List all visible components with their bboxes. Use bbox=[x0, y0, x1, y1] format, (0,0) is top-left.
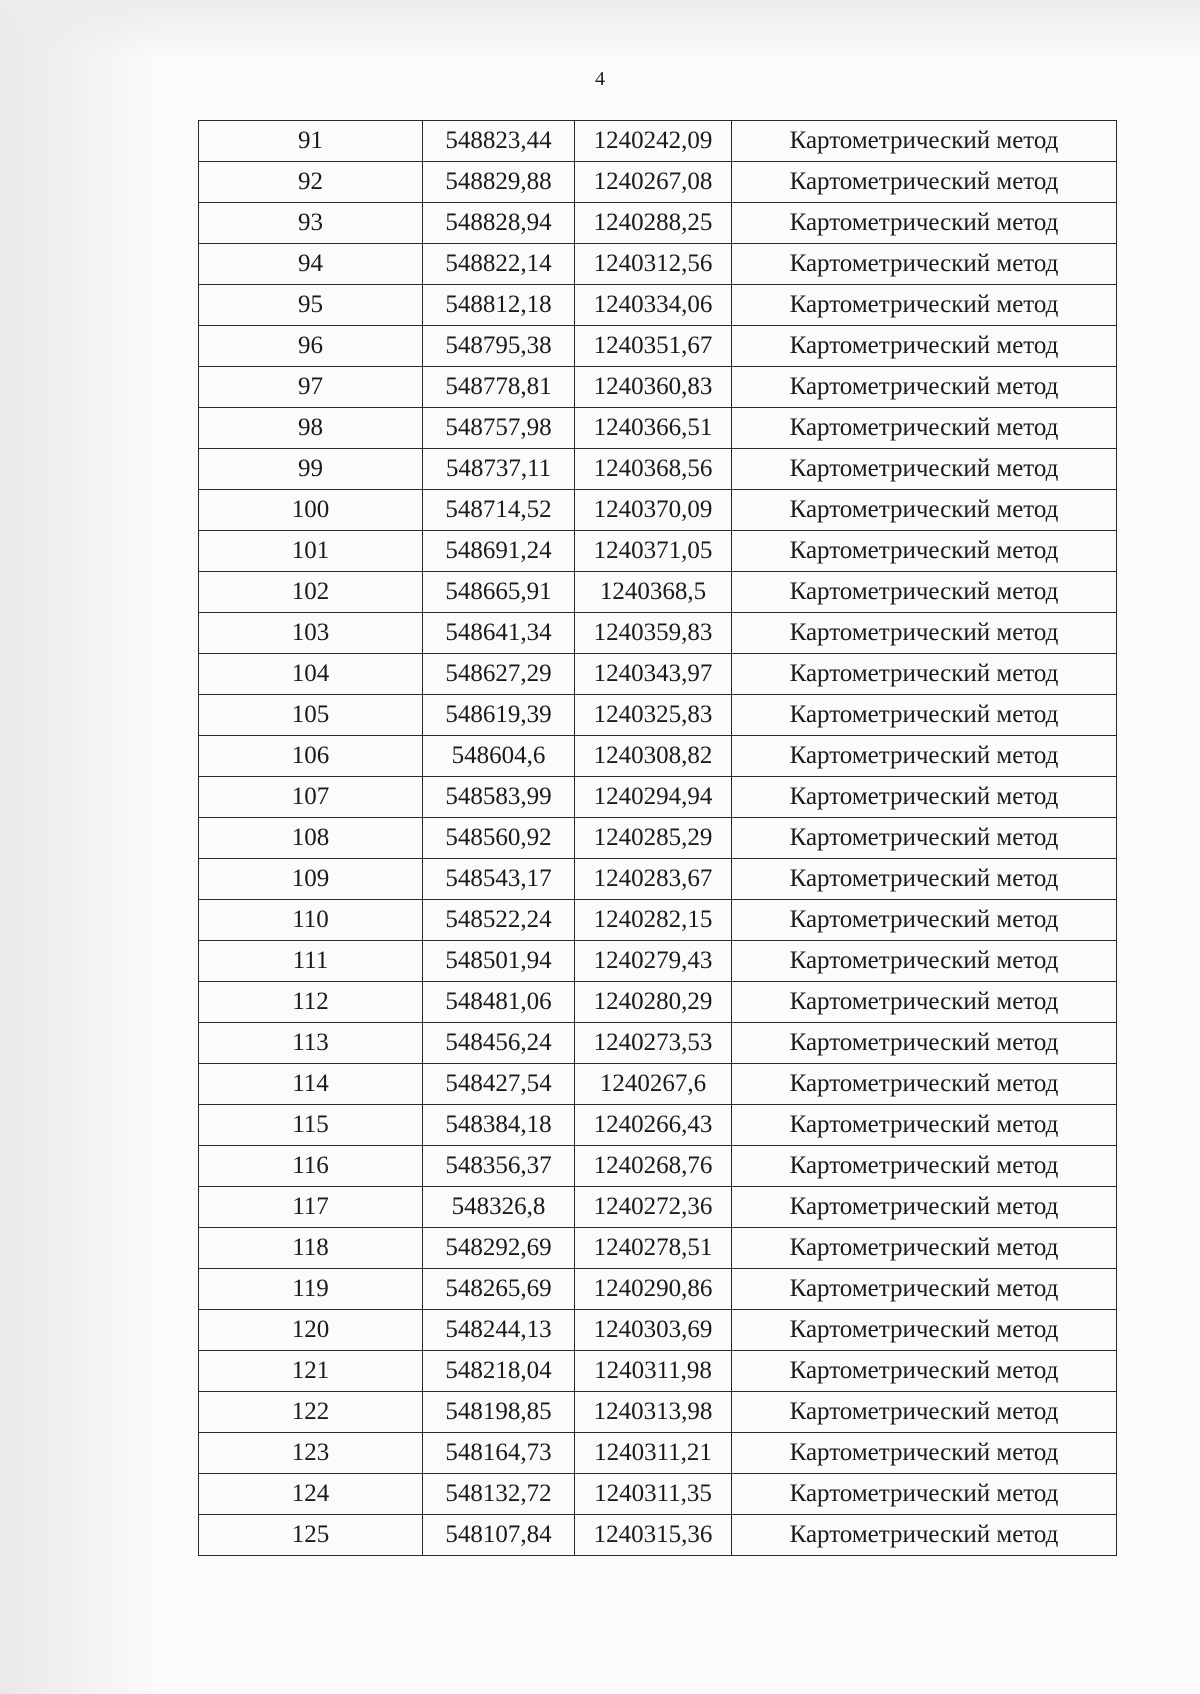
x-coordinate-cell: 548244,13 bbox=[423, 1310, 575, 1351]
y-coordinate-cell: 1240273,53 bbox=[575, 1023, 732, 1064]
y-coordinate-cell: 1240308,82 bbox=[575, 736, 732, 777]
point-number-cell: 102 bbox=[199, 572, 423, 613]
y-coordinate-cell: 1240294,94 bbox=[575, 777, 732, 818]
table-row bbox=[199, 531, 1117, 572]
table-row bbox=[199, 1351, 1117, 1392]
table-row bbox=[199, 121, 1117, 162]
point-number-cell: 94 bbox=[199, 244, 423, 285]
method-cell: Картометрический метод bbox=[732, 1433, 1117, 1474]
method-cell: Картометрический метод bbox=[732, 1310, 1117, 1351]
method-cell: Картометрический метод bbox=[732, 613, 1117, 654]
y-coordinate-cell: 1240351,67 bbox=[575, 326, 732, 367]
table-row bbox=[199, 1269, 1117, 1310]
point-number-cell: 110 bbox=[199, 900, 423, 941]
x-coordinate-cell: 548627,29 bbox=[423, 654, 575, 695]
page-number: 4 bbox=[595, 68, 605, 90]
method-cell: Картометрический метод bbox=[732, 1474, 1117, 1515]
x-coordinate-cell: 548665,91 bbox=[423, 572, 575, 613]
x-coordinate-cell: 548292,69 bbox=[423, 1228, 575, 1269]
method-cell: Картометрический метод bbox=[732, 982, 1117, 1023]
table-row bbox=[199, 326, 1117, 367]
y-coordinate-cell: 1240288,25 bbox=[575, 203, 732, 244]
point-number-cell: 93 bbox=[199, 203, 423, 244]
method-cell: Картометрический метод bbox=[732, 244, 1117, 285]
method-cell: Картометрический метод bbox=[732, 203, 1117, 244]
point-number-cell: 101 bbox=[199, 531, 423, 572]
point-number-cell: 91 bbox=[199, 121, 423, 162]
y-coordinate-cell: 1240285,29 bbox=[575, 818, 732, 859]
x-coordinate-cell: 548828,94 bbox=[423, 203, 575, 244]
method-cell: Картометрический метод bbox=[732, 900, 1117, 941]
y-coordinate-cell: 1240268,76 bbox=[575, 1146, 732, 1187]
method-cell: Картометрический метод bbox=[732, 1023, 1117, 1064]
method-cell: Картометрический метод bbox=[732, 654, 1117, 695]
point-number-cell: 124 bbox=[199, 1474, 423, 1515]
y-coordinate-cell: 1240312,56 bbox=[575, 244, 732, 285]
x-coordinate-cell: 548198,85 bbox=[423, 1392, 575, 1433]
method-cell: Картометрический метод bbox=[732, 490, 1117, 531]
x-coordinate-cell: 548164,73 bbox=[423, 1433, 575, 1474]
x-coordinate-cell: 548829,88 bbox=[423, 162, 575, 203]
point-number-cell: 112 bbox=[199, 982, 423, 1023]
y-coordinate-cell: 1240311,35 bbox=[575, 1474, 732, 1515]
point-number-cell: 109 bbox=[199, 859, 423, 900]
y-coordinate-cell: 1240313,98 bbox=[575, 1392, 732, 1433]
x-coordinate-cell: 548522,24 bbox=[423, 900, 575, 941]
y-coordinate-cell: 1240311,21 bbox=[575, 1433, 732, 1474]
y-coordinate-cell: 1240278,51 bbox=[575, 1228, 732, 1269]
y-coordinate-cell: 1240242,09 bbox=[575, 121, 732, 162]
table-row bbox=[199, 203, 1117, 244]
x-coordinate-cell: 548456,24 bbox=[423, 1023, 575, 1064]
y-coordinate-cell: 1240267,6 bbox=[575, 1064, 732, 1105]
point-number-cell: 92 bbox=[199, 162, 423, 203]
point-number-cell: 117 bbox=[199, 1187, 423, 1228]
x-coordinate-cell: 548778,81 bbox=[423, 367, 575, 408]
point-number-cell: 100 bbox=[199, 490, 423, 531]
y-coordinate-cell: 1240282,15 bbox=[575, 900, 732, 941]
x-coordinate-cell: 548823,44 bbox=[423, 121, 575, 162]
method-cell: Картометрический метод bbox=[732, 367, 1117, 408]
coordinates-table bbox=[198, 120, 1117, 1556]
table-row bbox=[199, 613, 1117, 654]
point-number-cell: 107 bbox=[199, 777, 423, 818]
x-coordinate-cell: 548384,18 bbox=[423, 1105, 575, 1146]
x-coordinate-cell: 548757,98 bbox=[423, 408, 575, 449]
method-cell: Картометрический метод bbox=[732, 449, 1117, 490]
table-row bbox=[199, 818, 1117, 859]
y-coordinate-cell: 1240325,83 bbox=[575, 695, 732, 736]
method-cell: Картометрический метод bbox=[732, 326, 1117, 367]
table-row bbox=[199, 244, 1117, 285]
method-cell: Картометрический метод bbox=[732, 1351, 1117, 1392]
y-coordinate-cell: 1240359,83 bbox=[575, 613, 732, 654]
table-row bbox=[199, 1474, 1117, 1515]
y-coordinate-cell: 1240311,98 bbox=[575, 1351, 732, 1392]
y-coordinate-cell: 1240368,56 bbox=[575, 449, 732, 490]
method-cell: Картометрический метод bbox=[732, 531, 1117, 572]
y-coordinate-cell: 1240360,83 bbox=[575, 367, 732, 408]
point-number-cell: 118 bbox=[199, 1228, 423, 1269]
x-coordinate-cell: 548481,06 bbox=[423, 982, 575, 1023]
table-row bbox=[199, 1105, 1117, 1146]
y-coordinate-cell: 1240371,05 bbox=[575, 531, 732, 572]
y-coordinate-cell: 1240266,43 bbox=[575, 1105, 732, 1146]
point-number-cell: 96 bbox=[199, 326, 423, 367]
point-number-cell: 121 bbox=[199, 1351, 423, 1392]
method-cell: Картометрический метод bbox=[732, 695, 1117, 736]
table-row bbox=[199, 1515, 1117, 1556]
method-cell: Картометрический метод bbox=[732, 818, 1117, 859]
x-coordinate-cell: 548427,54 bbox=[423, 1064, 575, 1105]
table-row bbox=[199, 1187, 1117, 1228]
y-coordinate-cell: 1240343,97 bbox=[575, 654, 732, 695]
y-coordinate-cell: 1240368,5 bbox=[575, 572, 732, 613]
table-row bbox=[199, 285, 1117, 326]
table-row bbox=[199, 736, 1117, 777]
point-number-cell: 123 bbox=[199, 1433, 423, 1474]
table-row bbox=[199, 1310, 1117, 1351]
table-row bbox=[199, 941, 1117, 982]
x-coordinate-cell: 548218,04 bbox=[423, 1351, 575, 1392]
point-number-cell: 111 bbox=[199, 941, 423, 982]
x-coordinate-cell: 548132,72 bbox=[423, 1474, 575, 1515]
table-row bbox=[199, 1023, 1117, 1064]
table-row bbox=[199, 367, 1117, 408]
method-cell: Картометрический метод bbox=[732, 1269, 1117, 1310]
table-row bbox=[199, 900, 1117, 941]
method-cell: Картометрический метод bbox=[732, 1146, 1117, 1187]
x-coordinate-cell: 548356,37 bbox=[423, 1146, 575, 1187]
table-row bbox=[199, 654, 1117, 695]
x-coordinate-cell: 548543,17 bbox=[423, 859, 575, 900]
method-cell: Картометрический метод bbox=[732, 941, 1117, 982]
method-cell: Картометрический метод bbox=[732, 1392, 1117, 1433]
y-coordinate-cell: 1240267,08 bbox=[575, 162, 732, 203]
y-coordinate-cell: 1240279,43 bbox=[575, 941, 732, 982]
table-row bbox=[199, 1064, 1117, 1105]
point-number-cell: 108 bbox=[199, 818, 423, 859]
point-number-cell: 120 bbox=[199, 1310, 423, 1351]
method-cell: Картометрический метод bbox=[732, 1187, 1117, 1228]
table-row bbox=[199, 982, 1117, 1023]
x-coordinate-cell: 548691,24 bbox=[423, 531, 575, 572]
y-coordinate-cell: 1240366,51 bbox=[575, 408, 732, 449]
point-number-cell: 114 bbox=[199, 1064, 423, 1105]
point-number-cell: 105 bbox=[199, 695, 423, 736]
method-cell: Картометрический метод bbox=[732, 1064, 1117, 1105]
table-row bbox=[199, 1392, 1117, 1433]
y-coordinate-cell: 1240283,67 bbox=[575, 859, 732, 900]
x-coordinate-cell: 548822,14 bbox=[423, 244, 575, 285]
x-coordinate-cell: 548583,99 bbox=[423, 777, 575, 818]
method-cell: Картометрический метод bbox=[732, 736, 1117, 777]
x-coordinate-cell: 548604,6 bbox=[423, 736, 575, 777]
table-row bbox=[199, 859, 1117, 900]
x-coordinate-cell: 548737,11 bbox=[423, 449, 575, 490]
table-row bbox=[199, 572, 1117, 613]
table-row bbox=[199, 777, 1117, 818]
method-cell: Картометрический метод bbox=[732, 572, 1117, 613]
table-row bbox=[199, 1433, 1117, 1474]
coordinates-table-body bbox=[199, 121, 1117, 1556]
table-row bbox=[199, 408, 1117, 449]
point-number-cell: 104 bbox=[199, 654, 423, 695]
method-cell: Картометрический метод bbox=[732, 162, 1117, 203]
y-coordinate-cell: 1240280,29 bbox=[575, 982, 732, 1023]
table-row bbox=[199, 1146, 1117, 1187]
x-coordinate-cell: 548714,52 bbox=[423, 490, 575, 531]
x-coordinate-cell: 548812,18 bbox=[423, 285, 575, 326]
table-row bbox=[199, 490, 1117, 531]
point-number-cell: 125 bbox=[199, 1515, 423, 1556]
x-coordinate-cell: 548795,38 bbox=[423, 326, 575, 367]
method-cell: Картометрический метод bbox=[732, 408, 1117, 449]
y-coordinate-cell: 1240272,36 bbox=[575, 1187, 732, 1228]
table-row bbox=[199, 695, 1117, 736]
method-cell: Картометрический метод bbox=[732, 1515, 1117, 1556]
point-number-cell: 95 bbox=[199, 285, 423, 326]
method-cell: Картометрический метод bbox=[732, 1228, 1117, 1269]
point-number-cell: 103 bbox=[199, 613, 423, 654]
x-coordinate-cell: 548326,8 bbox=[423, 1187, 575, 1228]
x-coordinate-cell: 548619,39 bbox=[423, 695, 575, 736]
table-row bbox=[199, 449, 1117, 490]
point-number-cell: 98 bbox=[199, 408, 423, 449]
point-number-cell: 106 bbox=[199, 736, 423, 777]
point-number-cell: 97 bbox=[199, 367, 423, 408]
method-cell: Картометрический метод bbox=[732, 777, 1117, 818]
x-coordinate-cell: 548107,84 bbox=[423, 1515, 575, 1556]
x-coordinate-cell: 548501,94 bbox=[423, 941, 575, 982]
point-number-cell: 113 bbox=[199, 1023, 423, 1064]
x-coordinate-cell: 548641,34 bbox=[423, 613, 575, 654]
table-row bbox=[199, 162, 1117, 203]
y-coordinate-cell: 1240370,09 bbox=[575, 490, 732, 531]
point-number-cell: 116 bbox=[199, 1146, 423, 1187]
table-row bbox=[199, 1228, 1117, 1269]
method-cell: Картометрический метод bbox=[732, 1105, 1117, 1146]
point-number-cell: 115 bbox=[199, 1105, 423, 1146]
y-coordinate-cell: 1240334,06 bbox=[575, 285, 732, 326]
y-coordinate-cell: 1240290,86 bbox=[575, 1269, 732, 1310]
point-number-cell: 99 bbox=[199, 449, 423, 490]
y-coordinate-cell: 1240303,69 bbox=[575, 1310, 732, 1351]
point-number-cell: 119 bbox=[199, 1269, 423, 1310]
method-cell: Картометрический метод bbox=[732, 285, 1117, 326]
y-coordinate-cell: 1240315,36 bbox=[575, 1515, 732, 1556]
method-cell: Картометрический метод bbox=[732, 121, 1117, 162]
x-coordinate-cell: 548560,92 bbox=[423, 818, 575, 859]
method-cell: Картометрический метод bbox=[732, 859, 1117, 900]
x-coordinate-cell: 548265,69 bbox=[423, 1269, 575, 1310]
point-number-cell: 122 bbox=[199, 1392, 423, 1433]
